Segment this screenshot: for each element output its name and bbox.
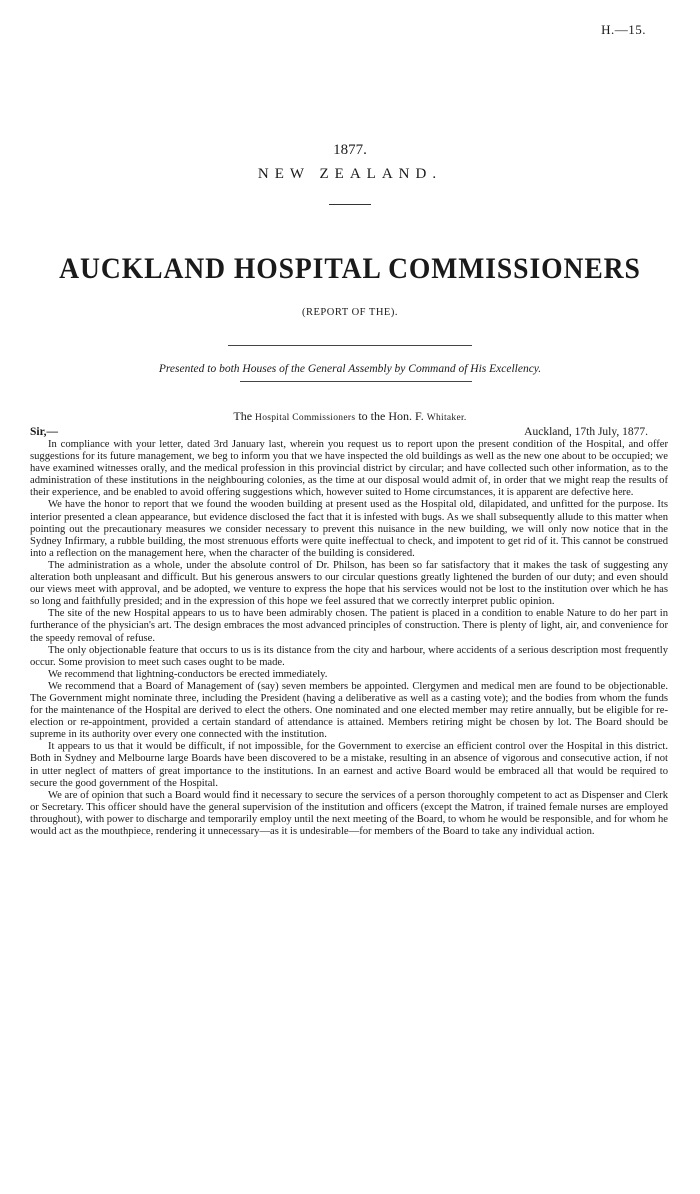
heading-prefix: The (233, 409, 253, 423)
paragraph: We have the honor to report that we found the wooden building at present used as the Hospital old, dilapidated, and unfitted for the purpose. Its interior presented a clean appearance, but evidence disclosed the fact that it is infested with bugs. As we shall subsequently allude to this matter when pointing out the precautionary measures we consider necessary to prevent this nuisance in the new building, we will only now notice that in the Sydney Infirmary, a rubble building, the most strenuous efforts were quite ineffectual to check, and impotent to get rid of it. This cannot be construed into a reflection on the management here, when the character of the building is considered. (30, 499, 668, 559)
paragraph: The administration as a whole, under the absolute control of Dr. Philson, has been so far satisfactory that it makes the task of suggesting any alteration both unpleasant and difficult. But his generous answers to our circular questions greatly lightened the burden of our duty; and even should our views meet with approval, and be adopted, we venture to express the hope that his services would not be lost to the institution over which he has so long and faithfully presided; and in the expression of this hope we feel assured that we correctly interpret public opinion. (30, 559, 668, 608)
title-divider (329, 204, 371, 205)
heading-mid: to the Hon. F. (358, 409, 424, 423)
presentation-note: Presented to both Houses of the General Assembly by Command of His Excellency. (158, 363, 542, 375)
page-reference: H.—15. (601, 22, 646, 37)
paragraph: The site of the new Hospital appears to us to have been admirably chosen. The patient is placed in a condition to enable Nature to do her part in furtherance of the physician's art. The design embraces the most advanced principles of construction. There is plenty of light, air, and convenience for the speedy removal of refuse. (30, 608, 668, 644)
letter-body (30, 439, 668, 838)
presented-bottom-rule (240, 381, 472, 382)
heading-to: Whitaker. (426, 413, 467, 423)
document-subtitle: (REPORT OF THE). (302, 307, 398, 318)
presented-top-rule (228, 345, 472, 346)
paragraph: We recommend that lightning-conductors be erected immediately. (48, 668, 328, 680)
paragraph: We recommend that a Board of Management of (say) seven members be appointed. Clergymen and medical men are found to be objectionable. The Government might nominate three, including the President (having a deliberative as well as a casting vote); and the bodies from whom the funds for the maintenance of the Hospital are derived to elect the others. One nominated and one elected member may retire annually, but be eligible for re-election or re-appointment, provided a certain standard of attendance is attained. Members retiring might be chosen by lot. The Board should be supreme in its authority over every one connected with the institution. (30, 680, 668, 741)
letter-heading (0, 409, 700, 424)
country-heading: NEW ZEALAND. (257, 166, 443, 182)
paragraph: It appears to us that it would be difficult, if not impossible, for the Government to exercise an efficient control over the Hospital in this district. Both in Sydney and Melbourne large Boards have been discovered to be a mistake, resulting in an absence of vigorous and consecutive action, if not in utter neglect of matters of great importance to the institutions. In an earnest and active Board would be embraced all that would be required to secure the good government of the Hospital. (30, 741, 668, 789)
salutation: Sir,— (30, 426, 59, 438)
paragraph: We are of opinion that such a Board would find it necessary to secure the services of a person thoroughly competent to act as Dispenser and Clerk or Secretary. This officer should have the general supervision of the institution and officers (except the Matron, if trained female nurses are employed throughout), with power to discharge and temporarily employ until the next meeting of the Board, to whom he would be responsible, and for whom he would act as the mouthpiece, rendering it unnecessary—as it is undesirable—for members of the Board to take any individual action. (30, 789, 668, 837)
paragraph: The only objectionable feature that occurs to us is its distance from the city and harbour, where accidents of a serious description most frequently occur. Some provision to meet such cases ought to be made. (30, 644, 668, 668)
document-year: 1877. (333, 142, 367, 158)
heading-from: Hospital Commissioners (255, 413, 356, 423)
paragraph: In compliance with your letter, dated 3rd January last, wherein you request us to report upon the present condition of the Hospital, and offer suggestions for its future management, we beg to inform you that we have inspected the old buildings as well as the new one about to be occupied; we have examined witnesses orally, and the medical profession in this provincial district by circular; and have collected such other information, as to the administration of these institutions in the neighbouring colonies, as the time at our disposal would admit of, in order that we might reap the results of their experience, and be enabled to avoid offering suggestions which, however suited to Home circumstances, it is apparent are defective here. (30, 439, 668, 499)
document-title: AUCKLAND HOSPITAL COMMISSIONERS (59, 252, 641, 285)
dateline: Auckland, 17th July, 1877. (524, 426, 648, 438)
